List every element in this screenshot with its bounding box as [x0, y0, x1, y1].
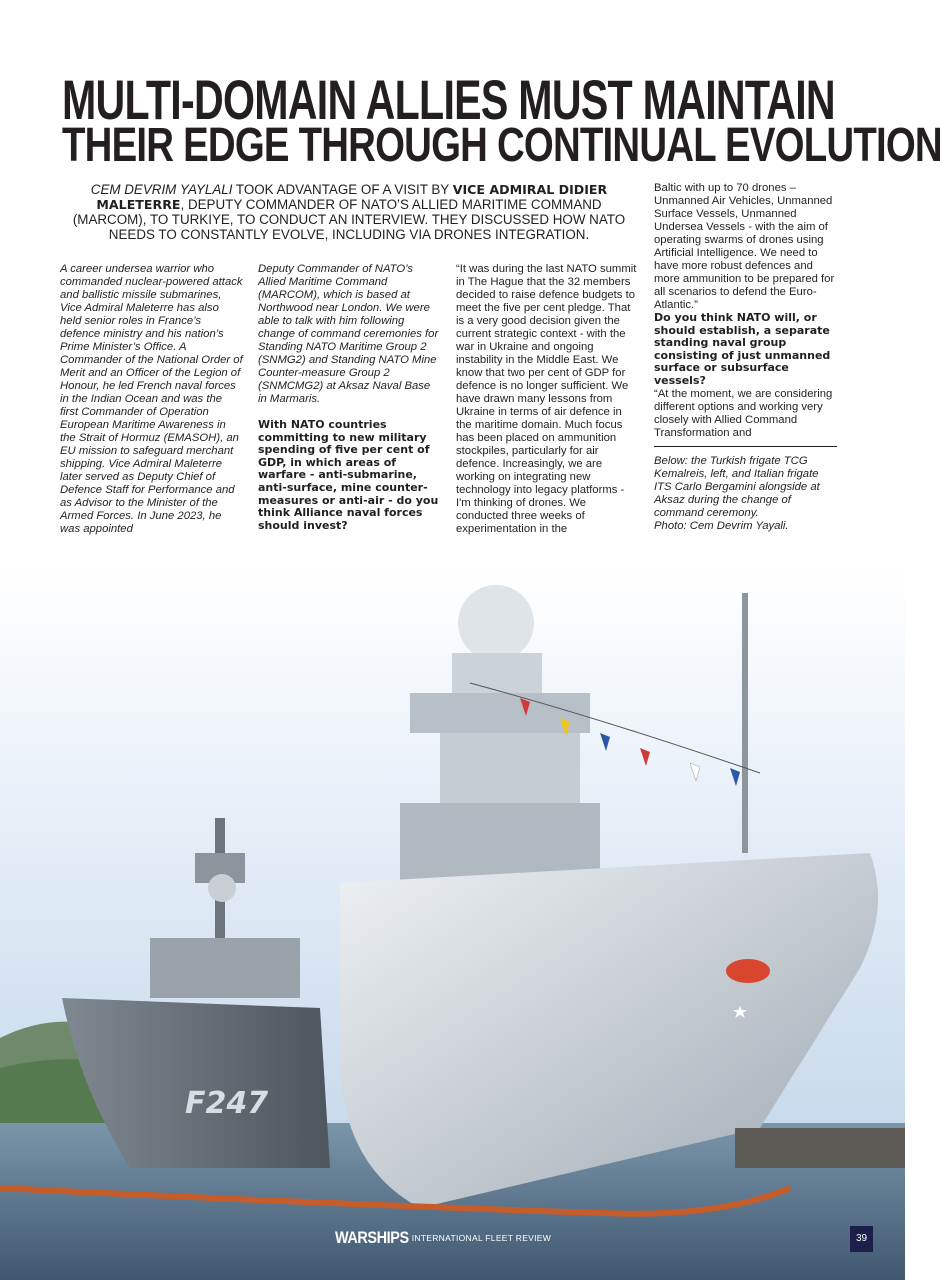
- standfirst: [60, 182, 638, 242]
- standfirst-author: CEM DEVRIM YAYLALI: [90, 182, 233, 197]
- standfirst-text-1: TOOK ADVANTAGE OF A VISIT BY: [232, 182, 453, 197]
- intro-paragraph-2: Deputy Commander of NATO’s Allied Maritime Command (MARCOM), which is based at Northwood near London. We were able to talk with him following change of command ceremonies for Standing NATO Maritime Group 2 (SNMG2) and Standing NATO Mine Counter-measure Group 2 (SNMCMG2) at Aksaz Naval Base in Marmaris.: [258, 263, 439, 405]
- hull-number: F247: [185, 1086, 269, 1121]
- frigates-photo: [0, 568, 905, 1280]
- interview-answer-1: “It was during the last NATO summit in The Hague that the 32 members decided to raise defence budgets to meet the five per cent pledge. That is a very good decision given the current strategic context - with the war in Ukraine and ongoing instability in the Middle East. We know that two per cent of GDP for defence is no longer sufficient. We have drawn many lessons from Ukraine in terms of air defence in the maritime domain. Much focus has been placed on ammunition stockpiles, particularly for air defence. Increasingly, we are working on integrating new technology into legacy platforms - I'm thinking of drones. We conducted three weeks of experimentation in the: [456, 263, 637, 535]
- headline-line-1: MULTI-DOMAIN ALLIES MUST MAINTAIN: [62, 68, 835, 131]
- magazine-brand: WARSHIPS: [335, 1228, 409, 1247]
- magazine-footer: [335, 1228, 551, 1248]
- photo-credit: Photo: Cem Devrim Yayali.: [654, 519, 789, 532]
- body-column-1: [60, 263, 243, 536]
- interview-answer-1-continued: Baltic with up to 70 drones – Unmanned Air Vehicles, Unmanned Surface Vessels, Unmanned Undersea Vessels - with the aim of operating swarms of drones using Artificial Intelligence. We need to have more robust defences and more ammunition to be prepared for all scenarios to defend the Euro-Atlantic.”: [654, 182, 835, 311]
- body-column-2: [258, 263, 441, 532]
- standfirst-text-2: , DEPUTY COMMANDER OF NATO’S ALLIED MARITIME COMMAND (MARCOM), TO TURKIYE, TO CONDUCT AN INTERVIEW. THEY DISCUSSED HOW NATO NEEDS TO CONSTANTLY EVOLVE, INCLUDING VIA DRONES INTEGRATION.: [72, 197, 626, 242]
- interview-answer-2: “At the moment, we are considering different options and working very closely with Allied Command Transformation and: [654, 387, 833, 439]
- interview-question-1: With NATO countries committing to new military spending of five per cent of GDP, in which areas of warfare - anti-submarine, anti-surface, mine counter-measures or anti-air - do you think Alliance naval forces should invest?: [258, 418, 439, 532]
- body-column-4: [654, 182, 837, 533]
- intro-paragraph-1: A career undersea warrior who commanded nuclear-powered attack and ballistic missile submarines, Vice Admiral Maleterre has also held senior roles in France’s defence ministry and his nation’s Prime Minister’s Office. A Commander of the National Order of Merit and an Officer of the Legion of Honour, he led French naval forces in the Indian Ocean and was the first Commander of Operation European Maritime Awareness in the Strait of Hormuz (EMASOH), an EU mission to safeguard merchant shipping. Vice Admiral Maleterre later served as Deputy Chief of Defence Staff for Performance and as Advisor to the Minister of the Armed Forces. In June 2023, he was appointed: [60, 263, 243, 535]
- caption-text: Below: the Turkish frigate TCG Kemalreis, left, and Italian frigate ITS Carlo Bergamini alongside at Aksaz during the change of command ceremony.: [654, 454, 820, 519]
- page-number: 39: [850, 1226, 873, 1252]
- photo-caption: [654, 455, 837, 533]
- caption-divider: [654, 446, 837, 447]
- standfirst-subject: VICE ADMIRAL DIDIER MALETERRE: [96, 182, 608, 212]
- magazine-subtitle: INTERNATIONAL FLEET REVIEW: [411, 1233, 552, 1243]
- interview-question-2: Do you think NATO will, or should establish, a separate standing naval group consisting of just unmanned surface or subsurface vessels?: [654, 311, 831, 387]
- headline-line-2: THEIR EDGE THROUGH CONTINUAL EVOLUTION: [62, 119, 942, 172]
- body-column-3: [456, 263, 639, 536]
